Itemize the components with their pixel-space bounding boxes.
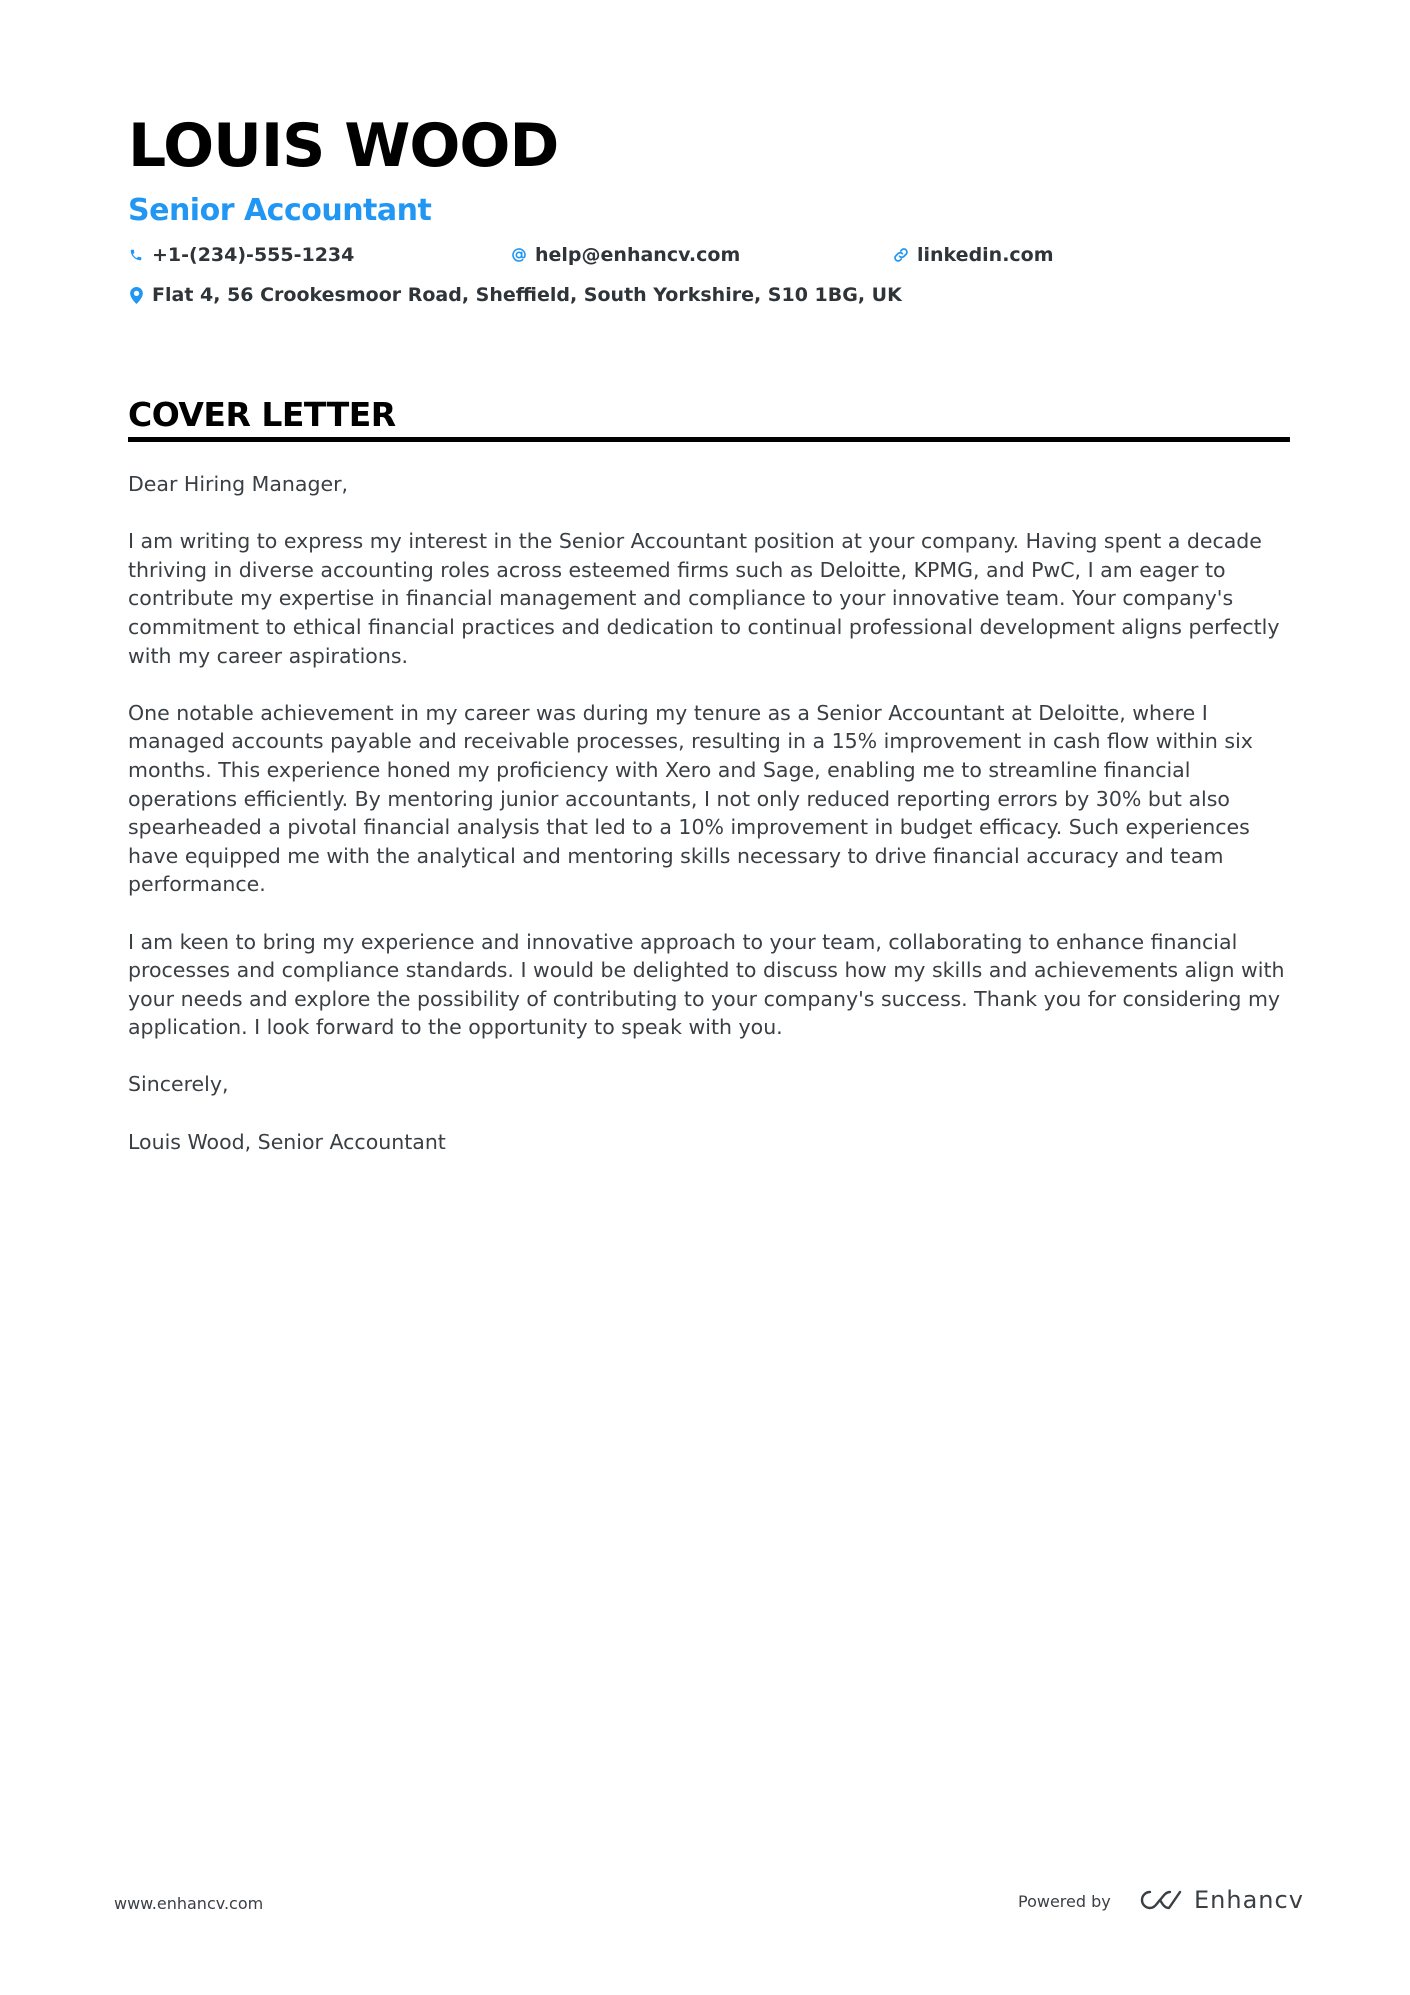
- phone-text: +1-(234)-555-1234: [152, 244, 355, 266]
- letter-salutation: Dear Hiring Manager,: [128, 472, 349, 496]
- email-text: help@enhancv.com: [535, 244, 741, 266]
- contact-address: [128, 281, 902, 309]
- letter-body: [128, 470, 1290, 1185]
- powered-by-label: Powered by: [1018, 1892, 1111, 1911]
- letter-signature: Louis Wood, Senior Accountant: [128, 1129, 446, 1154]
- linkedin-text: linkedin.com: [917, 244, 1054, 266]
- contact-linkedin: [893, 241, 1054, 269]
- map-pin-icon: [128, 285, 144, 305]
- footer-website-link[interactable]: www.enhancv.com: [114, 1894, 264, 1913]
- address-text: Flat 4, 56 Crookesmoor Road, Sheffield, South Yorkshire, S10 1BG, UK: [152, 284, 902, 306]
- letter-paragraph: One notable achievement in my career was during my tenure as a Senior Accountant at Deloitte, where I managed accounts payable and receivable processes, resulting in a 15% improvement in cash flow within six months. This experience honed my proficiency with Xero and Sage, enabling me to streamline financial operations efficiently. By mentoring junior accountants, I not only reduced reporting errors by 30% but also spearheaded a pivotal financial analysis that led to a 10% improvement in budget efficacy. Such experiences have equipped me with the analytical and mentoring skills necessary to drive financial accuracy and team performance.: [128, 700, 1253, 897]
- job-title: Senior Accountant: [128, 193, 432, 228]
- candidate-name: LOUIS WOOD: [128, 111, 559, 181]
- section-divider: [128, 437, 1290, 442]
- letter-closing: Sincerely,: [128, 1072, 229, 1097]
- enhancv-brand[interactable]: [1138, 1876, 1304, 1924]
- letter-paragraph: I am writing to express my interest in the Senior Accountant position at your company. Having spent a decade thriving in diverse accounting roles across esteemed firms such as Deloitte, KPMG, and PwC, I am eager to contribute my expertise in financial management and compliance to your innovative team. Your company's commitment to ethical financial practices and dedication to continual professional development aligns perfectly with my career aspirations.: [128, 529, 1280, 668]
- letter-paragraph: I am keen to bring my experience and innovative approach to your team, collaborating to enhance financial processes and compliance standards. I would be delighted to discuss how my skills and achievements align with your needs and explore the possibility of contributing to your company's success. Thank you for considering my application. I look forward to the opportunity to speak with you.: [128, 929, 1285, 1040]
- section-heading: COVER LETTER: [128, 395, 396, 434]
- contact-phone: [128, 241, 354, 269]
- at-icon: [511, 245, 527, 265]
- enhancv-logo-icon: [1138, 1888, 1184, 1912]
- phone-icon: [128, 245, 144, 265]
- contact-email: [511, 241, 740, 269]
- link-icon: [893, 245, 909, 265]
- brand-name: Enhancv: [1194, 1886, 1304, 1914]
